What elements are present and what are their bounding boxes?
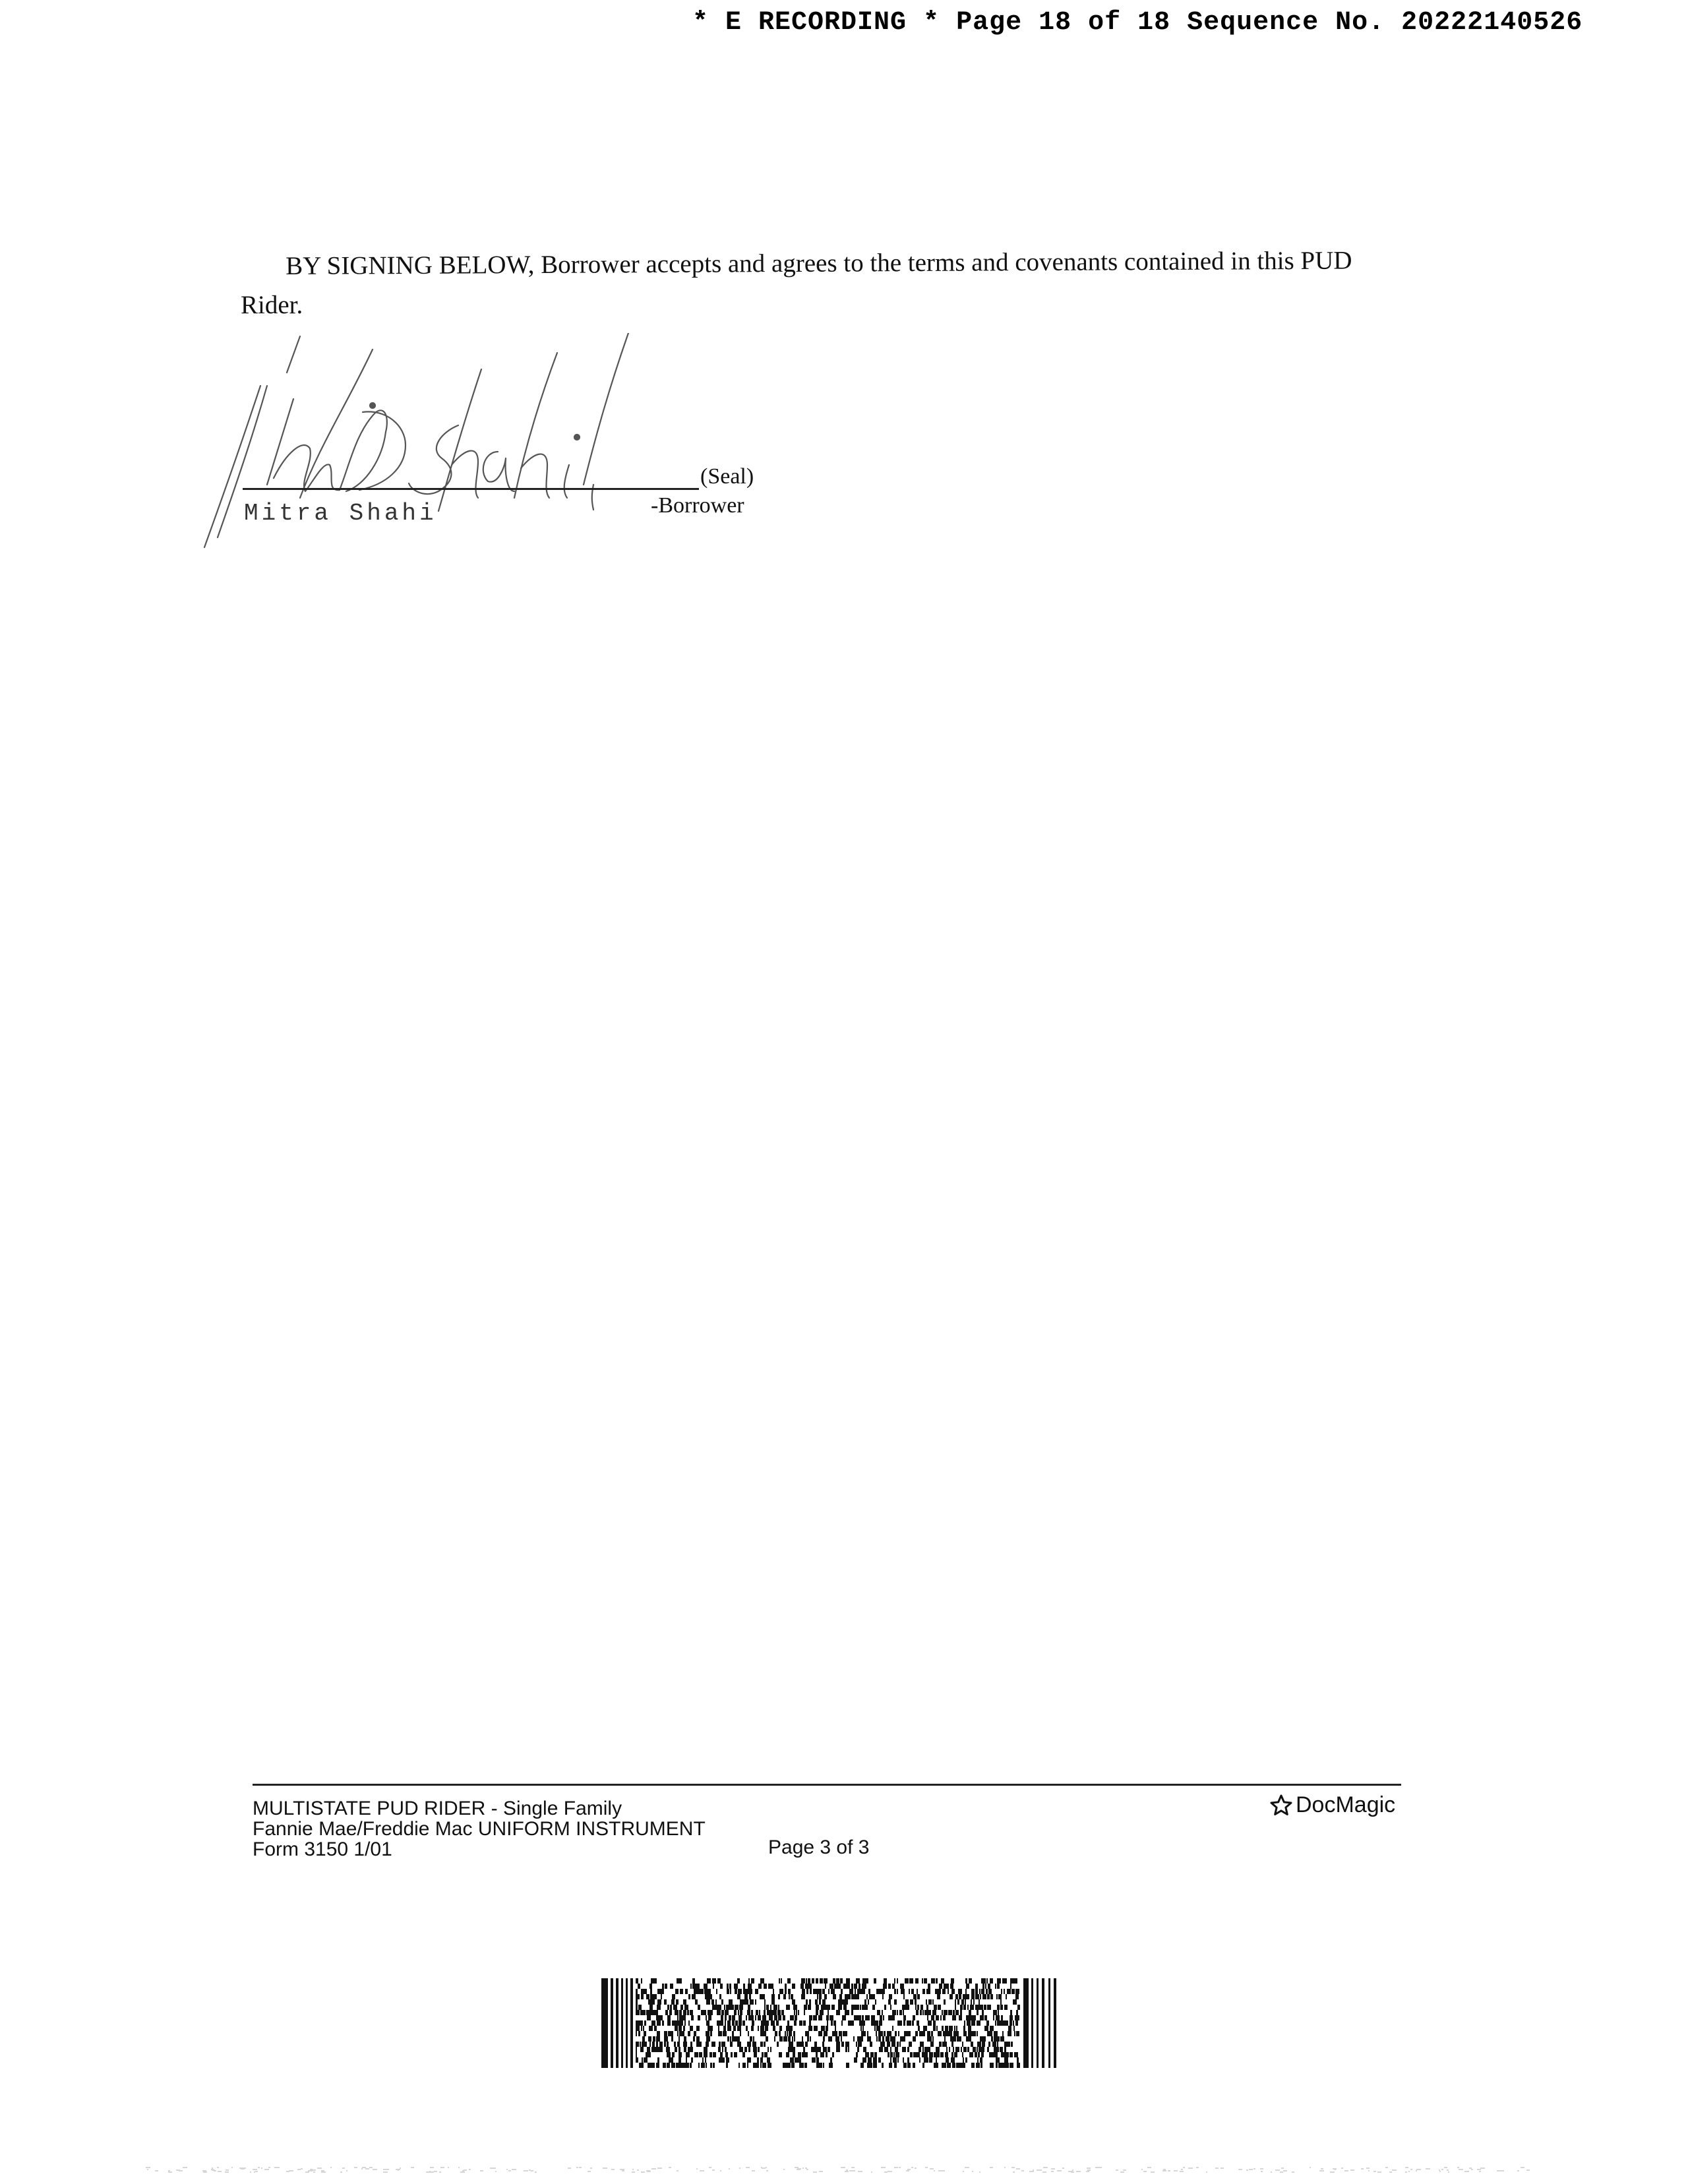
footer-rule xyxy=(253,1784,1401,1786)
docmagic-logo xyxy=(1269,1792,1395,1818)
agreement-paragraph-line-2: Rider. xyxy=(241,291,303,319)
footer-form-number: Form 3150 1/01 xyxy=(253,1838,392,1860)
footer-page-number: Page 3 of 3 xyxy=(768,1836,870,1858)
pdf417-barcode xyxy=(601,1978,1056,2068)
footer-instrument: Fannie Mae/Freddie Mac UNIFORM INSTRUMENT xyxy=(253,1818,706,1840)
recording-header: * E RECORDING * Page 18 of 18 Sequence No. 20222140526 xyxy=(692,8,1583,38)
agreement-paragraph-line-1: BY SIGNING BELOW, Borrower accepts and agrees to the terms and covenants contained in this PUD xyxy=(286,246,1352,280)
seal-label: (Seal) xyxy=(700,464,754,489)
borrower-role-label: -Borrower xyxy=(651,493,744,518)
footer-form-title: MULTISTATE PUD RIDER - Single Family xyxy=(253,1798,622,1819)
signature-line xyxy=(243,488,699,490)
brand-name: DocMagic xyxy=(1296,1792,1396,1817)
borrower-name: Mitra Shahi xyxy=(244,500,437,527)
scan-noise xyxy=(145,2163,1530,2176)
star-icon xyxy=(1269,1794,1293,1817)
